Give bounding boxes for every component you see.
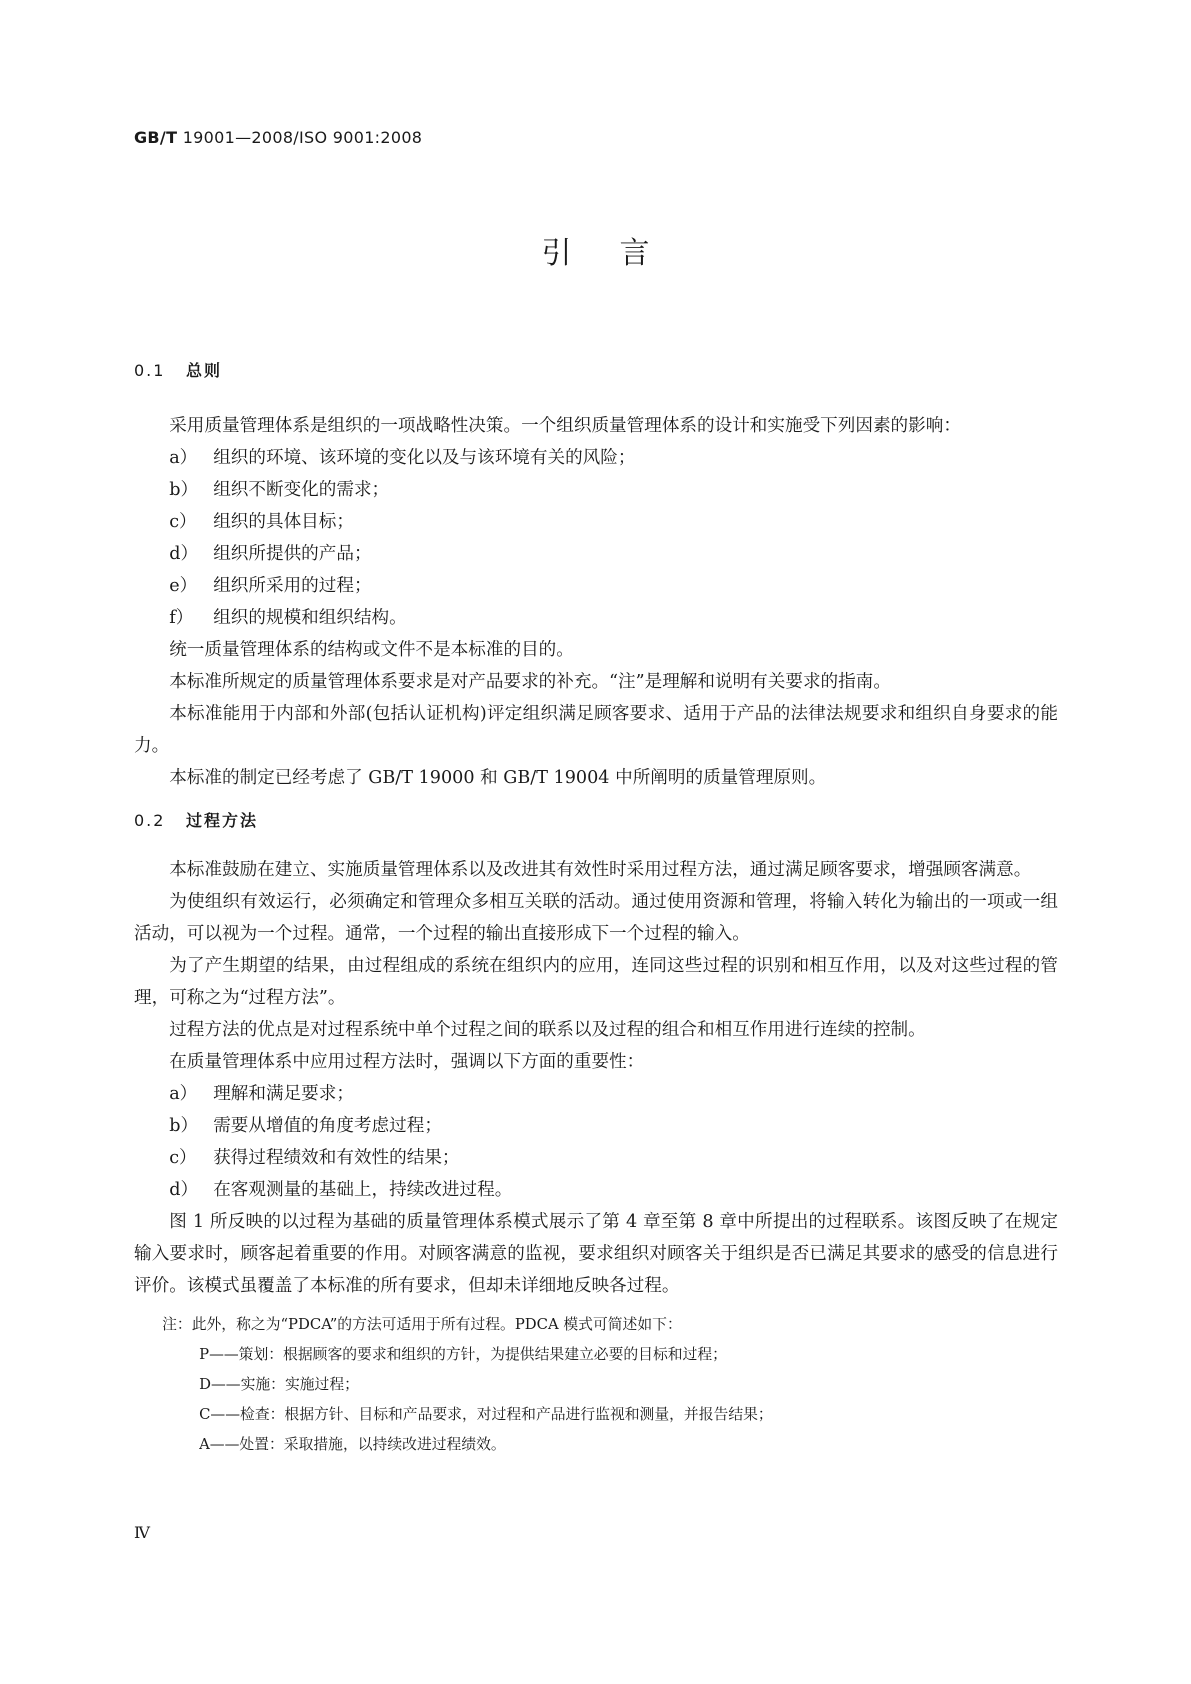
paragraph: 为使组织有效运行，必须确定和管理众多相互关联的活动。通过使用资源和管理，将输入转化为输出的一项或一组活动，可以视为一个过程。通常，一个过程的输出直接形成下一个过程的输入。 bbox=[134, 892, 1058, 944]
list-text: 需要从增值的角度考虑过程； bbox=[213, 1116, 442, 1136]
list-marker: f） bbox=[169, 608, 194, 628]
list-item bbox=[134, 474, 1058, 506]
list-marker: a） bbox=[169, 448, 198, 468]
list-item bbox=[134, 1078, 1058, 1110]
pdca-item-plan: P——策划：根据顾客的要求和组织的方针，为提供结果建立必要的目标和过程； bbox=[199, 1346, 727, 1363]
list-item bbox=[134, 1174, 1058, 1206]
paragraph: 在质量管理体系中应用过程方法时，强调以下方面的重要性： bbox=[169, 1052, 645, 1072]
pdca-item-do: D——实施：实施过程； bbox=[199, 1376, 359, 1393]
section-heading-general bbox=[134, 356, 1058, 386]
list-item bbox=[134, 506, 1058, 538]
section-heading-process-approach bbox=[134, 806, 1058, 836]
list-marker: d） bbox=[169, 544, 199, 564]
list-marker: d） bbox=[169, 1180, 199, 1200]
list-marker: c） bbox=[169, 1148, 197, 1168]
standard-number: 19001—2008/ISO 9001:2008 bbox=[182, 128, 423, 147]
pdca-item-check: C——检查：根据方针、目标和产品要求，对过程和产品进行监视和测量，并报告结果； bbox=[199, 1406, 773, 1423]
standard-code: GB/T bbox=[134, 128, 178, 147]
list-marker: b） bbox=[169, 1116, 199, 1136]
note: 注：此外，称之为“PDCA”的方法可适用于所有过程。PDCA 模式可简述如下： bbox=[162, 1316, 682, 1333]
paragraph: 统一质量管理体系的结构或文件不是本标准的目的。 bbox=[169, 640, 574, 660]
pdca-item-act: A——处置：采取措施，以持续改进过程绩效。 bbox=[199, 1436, 506, 1453]
list-text: 获得过程绩效和有效性的结果； bbox=[213, 1148, 460, 1168]
list-text: 理解和满足要求； bbox=[213, 1084, 354, 1104]
list-marker: e） bbox=[169, 576, 198, 596]
section-number: 0.2 bbox=[134, 811, 166, 830]
paragraph: 本标准的制定已经考虑了 GB/T 19000 和 GB/T 19004 中所阐明的质量管理原则。 bbox=[169, 768, 827, 788]
list-item bbox=[134, 1142, 1058, 1174]
paragraph: 过程方法的优点是对过程系统中单个过程之间的联系以及过程的组合和相互作用进行连续的控制。 bbox=[169, 1020, 926, 1040]
document-header bbox=[134, 128, 422, 147]
document-body bbox=[134, 356, 1058, 1460]
paragraph: 本标准鼓励在建立、实施质量管理体系以及改进其有效性时采用过程方法，通过满足顾客要求，增强顾客满意。 bbox=[169, 860, 1032, 880]
list-item bbox=[134, 602, 1058, 634]
list-text: 组织的环境、该环境的变化以及与该环境有关的风险； bbox=[213, 448, 636, 468]
paragraph: 为了产生期望的结果，由过程组成的系统在组织内的应用，连同这些过程的识别和相互作用，以及对这些过程的管理，可称之为“过程方法”。 bbox=[134, 956, 1058, 1008]
section-title: 过程方法 bbox=[186, 811, 259, 830]
list-text: 组织所提供的产品； bbox=[213, 544, 372, 564]
list-item bbox=[134, 442, 1058, 474]
paragraph: 采用质量管理体系是组织的一项战略性决策。一个组织质量管理体系的设计和实施受下列因素的影响： bbox=[169, 416, 961, 436]
list-text: 组织不断变化的需求； bbox=[213, 480, 390, 500]
page-number: Ⅳ bbox=[134, 1523, 150, 1542]
list-marker: b） bbox=[169, 480, 199, 500]
section-number: 0.1 bbox=[134, 361, 166, 380]
list-text: 组织所采用的过程； bbox=[213, 576, 372, 596]
paragraph: 本标准所规定的质量管理体系要求是对产品要求的补充。“注”是理解和说明有关要求的指南。 bbox=[169, 672, 891, 692]
list-marker: a） bbox=[169, 1084, 198, 1104]
page-title: 引言 bbox=[541, 236, 698, 271]
list-text: 组织的具体目标； bbox=[213, 512, 354, 532]
list-item bbox=[134, 538, 1058, 570]
section-title: 总则 bbox=[186, 361, 223, 380]
list-text: 在客观测量的基础上，持续改进过程。 bbox=[213, 1180, 513, 1200]
list-text: 组织的规模和组织结构。 bbox=[213, 608, 407, 628]
paragraph: 图 1 所反映的以过程为基础的质量管理体系模式展示了第 4 章至第 8 章中所提出的过程联系。该图反映了在规定输入要求时，顾客起着重要的作用。对顾客满意的监视，要求组织对顾客关于组织是否已满足其要求的感受的信息进行评价。该模式虽覆盖了本标准的所有要求，但却未详细地反映各过程。 bbox=[134, 1212, 1058, 1296]
list-item bbox=[134, 1110, 1058, 1142]
list-item bbox=[134, 570, 1058, 602]
paragraph: 本标准能用于内部和外部(包括认证机构)评定组织满足顾客要求、适用于产品的法律法规要求和组织自身要求的能力。 bbox=[134, 704, 1058, 756]
list-marker: c） bbox=[169, 512, 197, 532]
